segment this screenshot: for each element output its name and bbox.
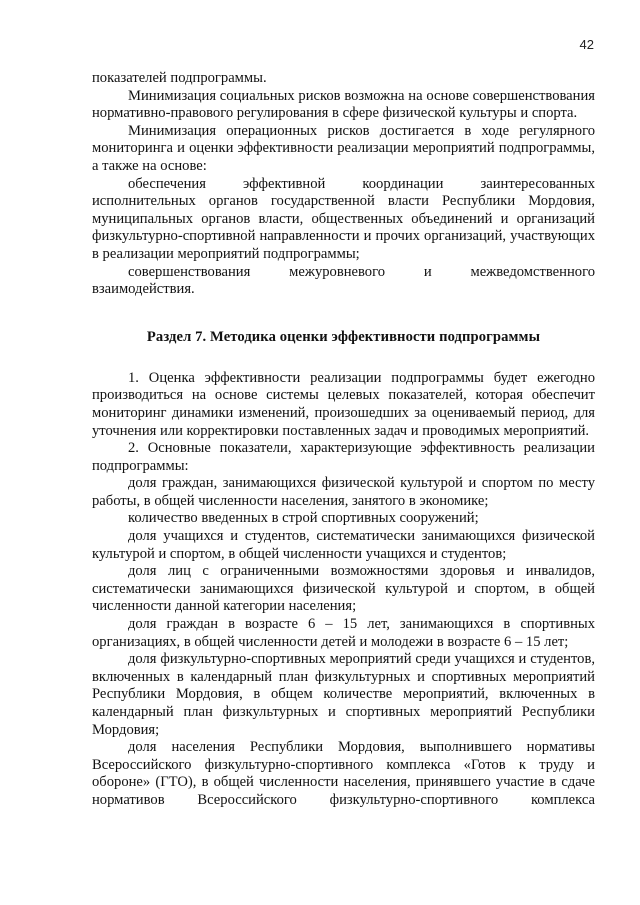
- paragraph: доля учащихся и студентов, систематически занимающихся физической культурой и спортом, в общей численности учащихся и студентов;: [92, 528, 595, 562]
- paragraph: количество введенных в строй спортивных сооружений;: [128, 510, 479, 527]
- paragraph: доля физкультурно-спортивных мероприятий среди учащихся и студентов, включенных в календарный план физкультурных и спортивных мероприятий Республики Мордовия, в общем количестве мероприятий, включенных в календарный план физкультурных и спортивных мероприятий Республики Мордовия;: [92, 651, 595, 738]
- paragraph: доля граждан, занимающихся физической культурой и спортом по месту работы, в общей численности населения, занятого в экономике;: [92, 475, 595, 509]
- paragraph: Минимизация операционных рисков достигается в ходе регулярного мониторинга и оценки эффективности реализации мероприятий подпрограммы, а также на основе:: [92, 122, 595, 174]
- paragraph: 1. Оценка эффективности реализации подпрограммы будет ежегодно производиться на основе системы целевых показателей, которая обеспечит мониторинг динамики изменений, произошедших за оцениваемый период, для уточнения или корректировки поставленных задач и проводимых мероприятий.: [92, 369, 595, 439]
- paragraph: показателей подпрограммы.: [92, 70, 267, 86]
- paragraph: 2. Основные показатели, характеризующие эффективность реализации подпрограммы:: [92, 440, 595, 474]
- paragraph: Минимизация социальных рисков возможна на основе совершенствования нормативно-правового регулирования в сфере физической культуры и спорта.: [92, 87, 595, 122]
- section-heading: Раздел 7. Методика оценки эффективности подпрограммы: [146, 328, 541, 345]
- section-7-block: [92, 370, 595, 810]
- paragraph: доля населения Республики Мордовия, выполнившего нормативы Всероссийского физкультурно-спортивного комплекса «Готов к труду и обороне» (ГТО), в общей численности населения, принявшего участие в сдаче нормативов Всероссийского физкультурно-спортивного комплекса: [92, 739, 595, 808]
- risk-mitigation-block: [92, 70, 595, 299]
- paragraph: обеспечения эффективной координации заинтересованных исполнительных органов государственной власти Республики Мордовия, муниципальных органов власти, общественных объединений и организаций физкультурно-спортивной направленности и прочих организаций, участвующих в реализации мероприятий подпрограммы;: [92, 175, 595, 262]
- page-number: 42: [579, 37, 594, 52]
- paragraph: совершенствования межуровневого и межведомственного взаимодействия.: [92, 263, 595, 298]
- page-body: [92, 70, 595, 810]
- paragraph: доля лиц с ограниченными возможностями здоровья и инвалидов, систематически занимающихся физической культурой и спортом, в общей численности данной категории населения;: [92, 563, 595, 615]
- paragraph: доля граждан в возрасте 6 – 15 лет, занимающихся в спортивных организациях, в общей численности детей и молодежи в возрасте 6 – 15 лет;: [92, 616, 595, 650]
